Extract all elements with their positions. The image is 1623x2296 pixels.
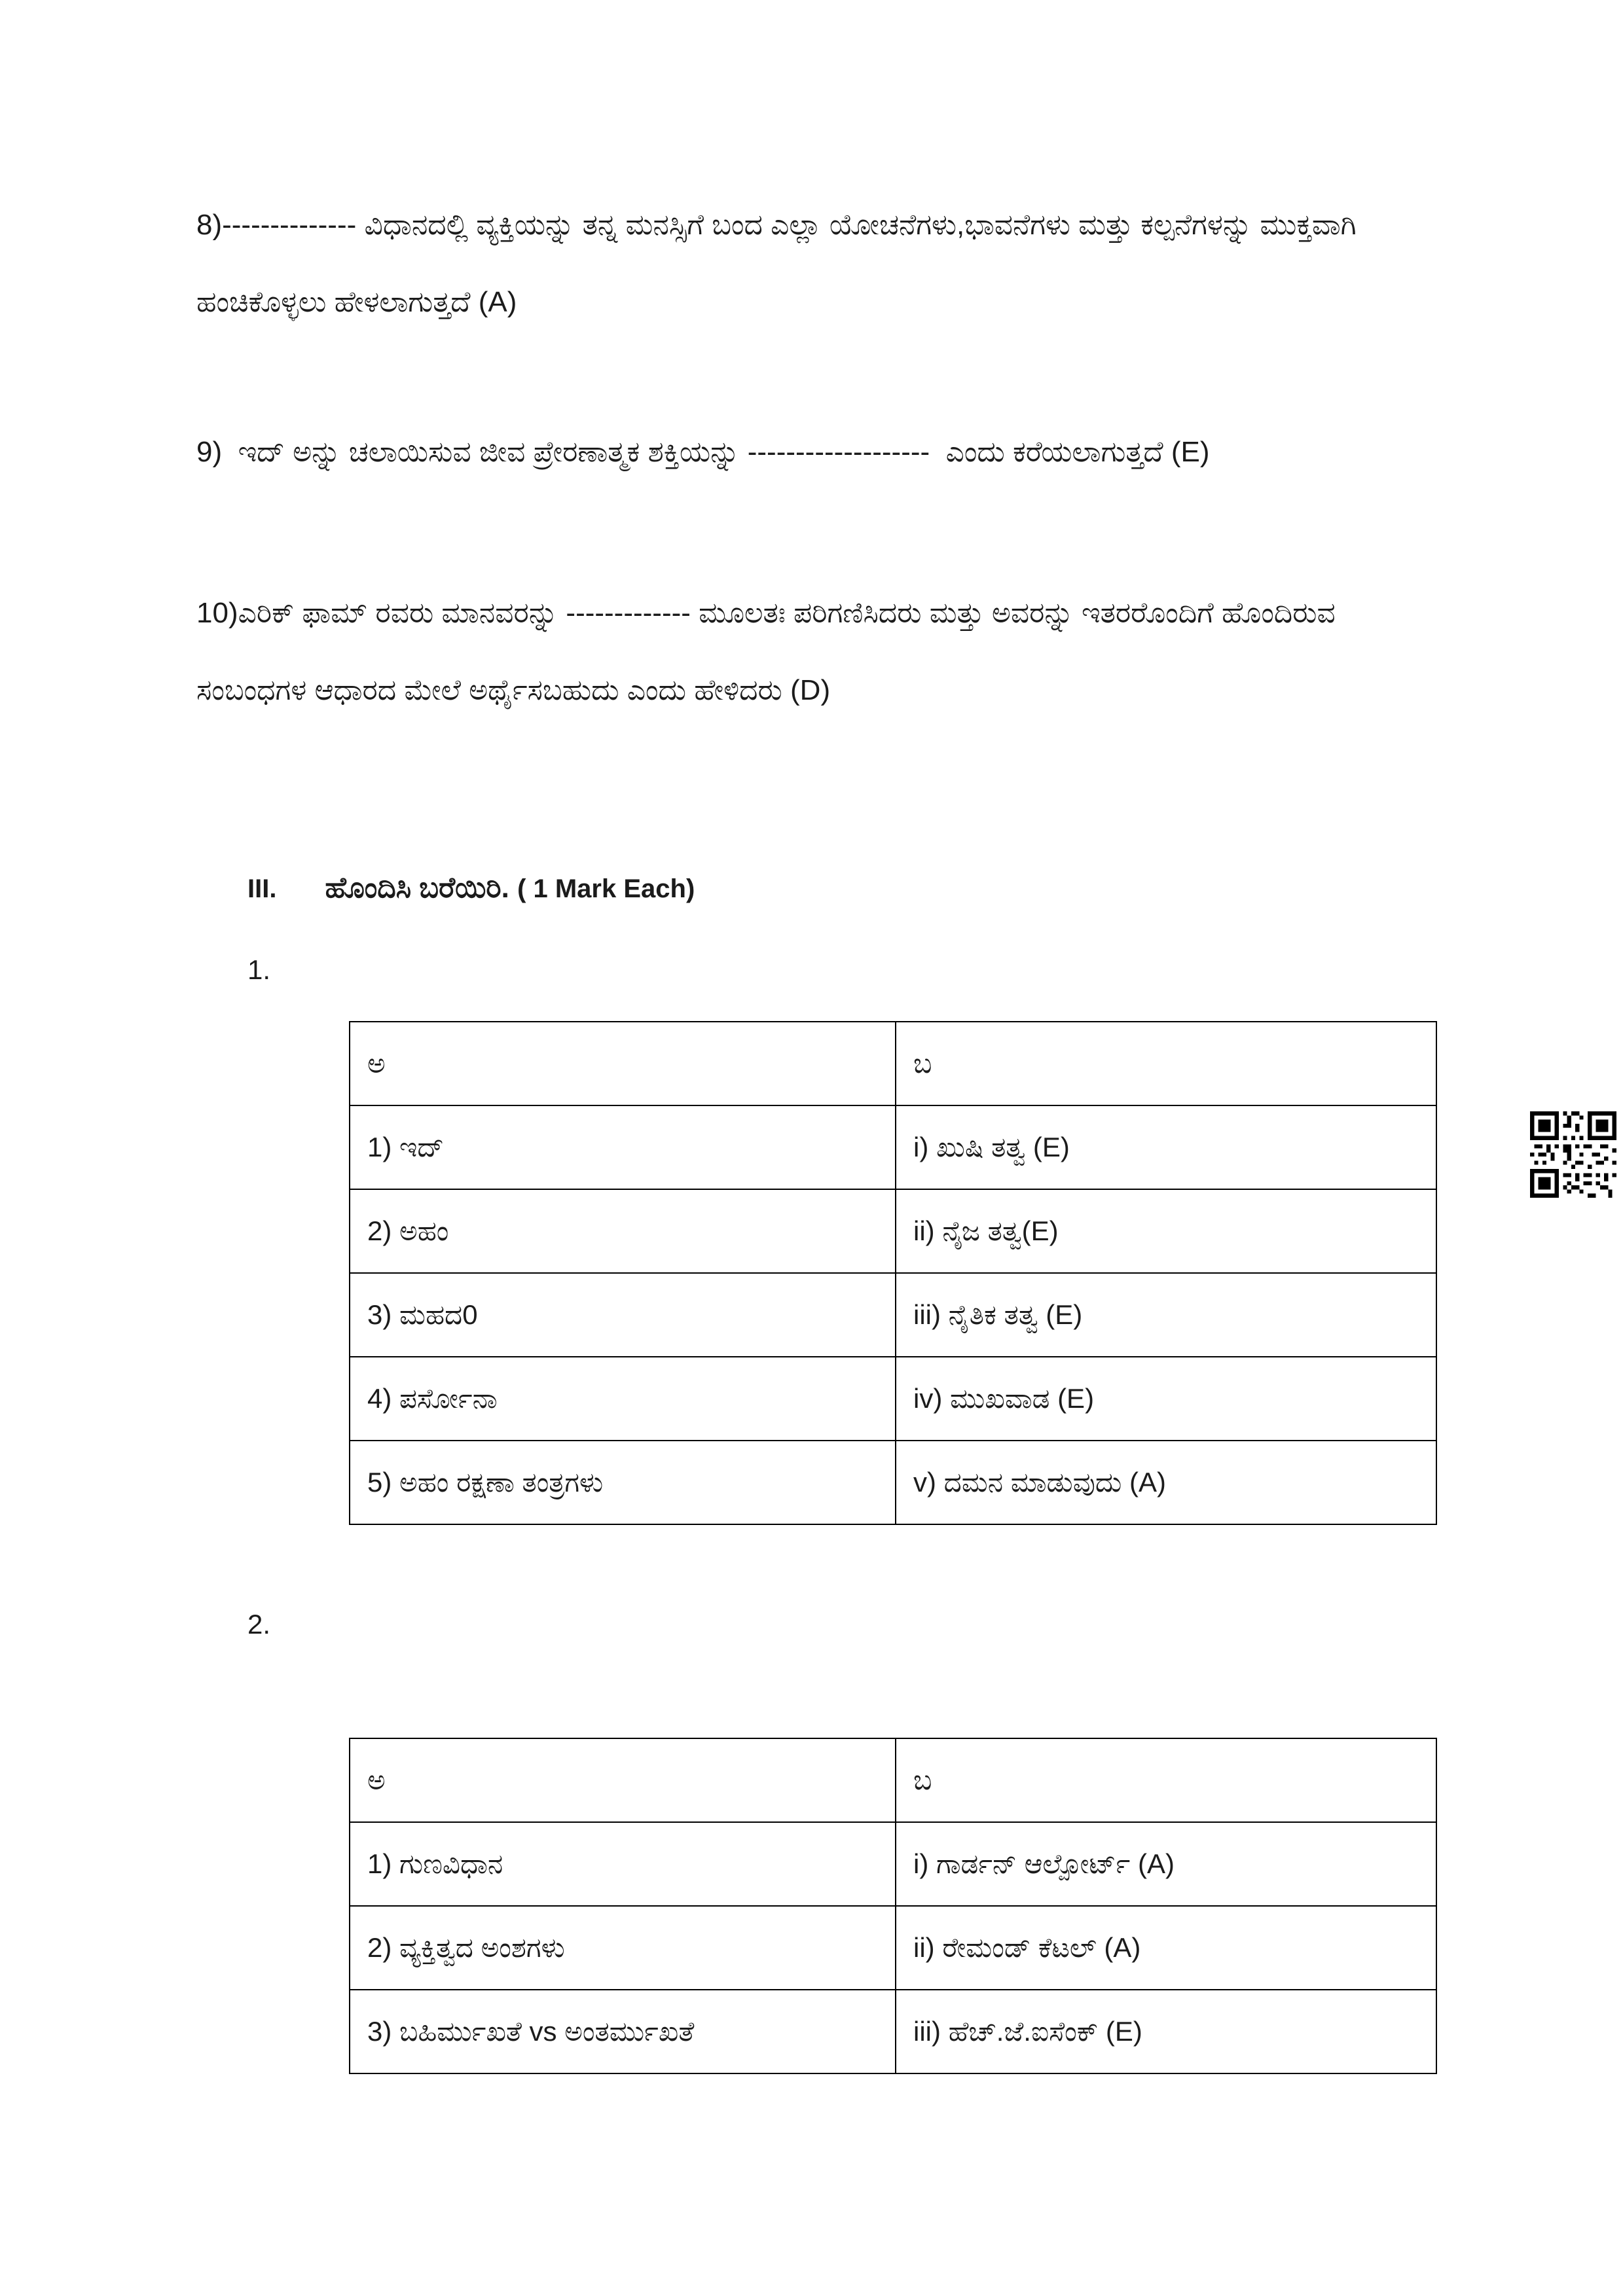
- table-cell: ii) ನೈಜ ತತ್ವ(E): [896, 1189, 1436, 1273]
- section-title: ಹೊಂದಿಸಿ ಬರೆಯಿರಿ.: [325, 872, 509, 904]
- table-header-cell-b: ಬ: [896, 1738, 1436, 1822]
- match-table-2: [349, 1738, 1437, 2074]
- table-cell: iii) ಹೆಚ್.ಜೆ.ಐಸೆಂಕ್ (E): [896, 1990, 1436, 2073]
- table-cell: i) ಗಾರ್ಡನ್ ಆಲ್ಪೋರ್ಟ್ (A): [896, 1822, 1436, 1906]
- section-number: III.: [247, 874, 277, 903]
- question-10: 10)ಎರಿಕ್ ಫಾಮ್ ರವರು ಮಾನವರನ್ನು ------------- ಮೂಲತಃ ಪರಿಗಣಿಸಿದರು ಮತ್ತು ಅವರನ್ನು ಇತರರೊಂದಿಗೆ ಹೊಂದಿರುವ ಸಂಬಂಧಗಳ ಆಧಾರದ ಮೇಲೆ ಅರ್ಥೈಸಬಹುದು ಎಂದು ಹೇಳಿದರು (D): [196, 597, 1343, 706]
- table-cell: 2) ಅಹಂ: [350, 1189, 896, 1273]
- table-header-cell-a: ಅ: [350, 1022, 896, 1105]
- table-cell: 3) ಮಹದ0: [350, 1273, 896, 1357]
- question-9: 9) ಇದ್ ಅನ್ನು ಚಲಾಯಿಸುವ ಜೀವ ಪ್ರೇರಣಾತ್ಮಕ ಶಕ್ತಿಯನ್ನು ------------------- ಎಂದು ಕರೆಯಲಾಗುತ್ತದೆ (E): [196, 436, 1210, 468]
- table-row: [350, 1441, 1436, 1524]
- table-row: [350, 1906, 1436, 1990]
- table-row: [350, 1273, 1436, 1357]
- table-header-cell-b: ಬ: [896, 1022, 1436, 1105]
- table-cell: 2) ವ್ಯಕ್ತಿತ್ವದ ಅಂಶಗಳು: [350, 1906, 896, 1990]
- match-item-2-number: 2.: [247, 1609, 271, 1640]
- table-cell: 5) ಅಹಂ ರಕ್ಷಣಾ ತಂತ್ರಗಳು: [350, 1441, 896, 1524]
- table-row: [350, 1822, 1436, 1906]
- table-cell: v) ದಮನ ಮಾಡುವುದು (A): [896, 1441, 1436, 1524]
- table-cell: iii) ನೈತಿಕ ತತ್ವ (E): [896, 1273, 1436, 1357]
- table-cell: i) ಖುಷಿ ತತ್ವ (E): [896, 1105, 1436, 1189]
- match-table-1: [349, 1021, 1437, 1525]
- table-header-row: [350, 1738, 1436, 1822]
- match-item-1-number: 1.: [247, 954, 271, 985]
- table-header-row: [350, 1022, 1436, 1105]
- table-row: [350, 1990, 1436, 2073]
- table-row: [350, 1189, 1436, 1273]
- table-cell: ii) ರೇಮಂಡ್ ಕೆಟಲ್ (A): [896, 1906, 1436, 1990]
- table-row: [350, 1105, 1436, 1189]
- table-cell: iv) ಮುಖವಾಡ (E): [896, 1357, 1436, 1441]
- table-cell: 4) ಪರ್ಸೋನಾ: [350, 1357, 896, 1441]
- section-heading: [247, 872, 695, 905]
- table-cell: 1) ಇದ್: [350, 1105, 896, 1189]
- table-cell: 3) ಬಹಿರ್ಮುಖತೆ vs ಅಂತರ್ಮುಖತೆ: [350, 1990, 896, 2073]
- qr-code-icon: [1530, 1111, 1616, 1198]
- table-cell: 1) ಗುಣವಿಧಾನ: [350, 1822, 896, 1906]
- table-header-cell-a: ಅ: [350, 1738, 896, 1822]
- table-row: [350, 1357, 1436, 1441]
- section-marks: ( 1 Mark Each): [517, 874, 695, 903]
- question-8: 8)-------------- ವಿಧಾನದಲ್ಲಿ ವ್ಯಕ್ತಿಯನ್ನು ತನ್ನ ಮನಸ್ಸಿಗೆ ಬಂದ ಎಲ್ಲಾ ಯೋಚನೆಗಳು,ಭಾವನೆಗಳು ಮತ್ತು ಕಲ್ಪನೆಗಳನ್ನು ಮುಕ್ತವಾಗಿ ಹಂಚಿಕೊಳ್ಳಲು ಹೇಳಲಾಗುತ್ತದೆ (A): [196, 209, 1364, 318]
